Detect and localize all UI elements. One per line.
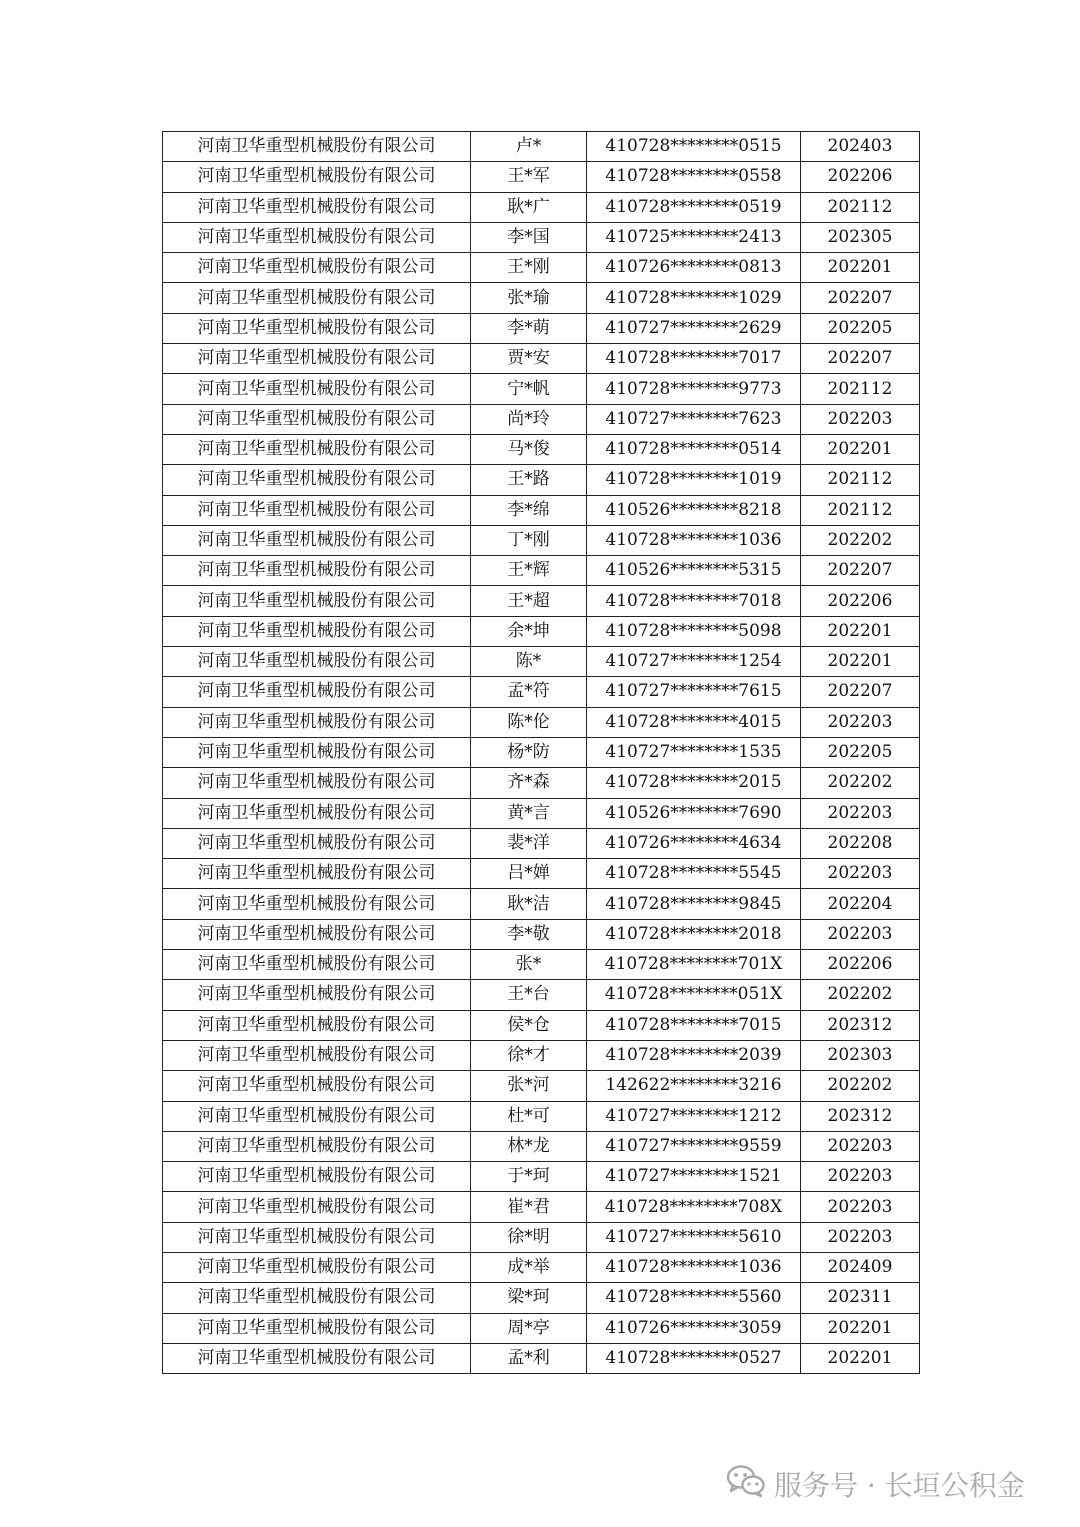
name-cell: 杜*可 [471,1101,587,1131]
id-number-cell: 410728********0558 [587,162,801,192]
table-row [163,1131,920,1161]
company-cell: 河南卫华重型机械股份有限公司 [163,162,471,192]
table-row [163,1010,920,1040]
table-row [163,1192,920,1222]
name-cell: 林*龙 [471,1131,587,1161]
table-row [163,950,920,980]
company-cell: 河南卫华重型机械股份有限公司 [163,222,471,252]
table-row [163,344,920,374]
month-cell: 202206 [801,162,920,192]
company-cell: 河南卫华重型机械股份有限公司 [163,1313,471,1343]
company-cell: 河南卫华重型机械股份有限公司 [163,344,471,374]
company-cell: 河南卫华重型机械股份有限公司 [163,132,471,162]
id-number-cell: 410728********1029 [587,283,801,313]
month-cell: 202203 [801,707,920,737]
company-cell: 河南卫华重型机械股份有限公司 [163,525,471,555]
name-cell: 李*敬 [471,919,587,949]
company-cell: 河南卫华重型机械股份有限公司 [163,1040,471,1070]
month-cell: 202204 [801,889,920,919]
month-cell: 202203 [801,1192,920,1222]
table-row [163,616,920,646]
company-cell: 河南卫华重型机械股份有限公司 [163,950,471,980]
company-cell: 河南卫华重型机械股份有限公司 [163,586,471,616]
table-row [163,253,920,283]
company-cell: 河南卫华重型机械股份有限公司 [163,374,471,404]
id-number-cell: 410727********1521 [587,1162,801,1192]
name-cell: 徐*才 [471,1040,587,1070]
id-number-cell: 410728********2018 [587,919,801,949]
month-cell: 202203 [801,1222,920,1252]
id-number-cell: 410725********2413 [587,222,801,252]
id-number-cell: 410727********1254 [587,647,801,677]
table-row [163,586,920,616]
name-cell: 徐*明 [471,1222,587,1252]
id-number-cell: 410727********7623 [587,404,801,434]
name-cell: 马*俊 [471,434,587,464]
name-cell: 王*路 [471,465,587,495]
company-cell: 河南卫华重型机械股份有限公司 [163,889,471,919]
table-row [163,192,920,222]
company-cell: 河南卫华重型机械股份有限公司 [163,1283,471,1313]
id-number-cell: 410526********8218 [587,495,801,525]
month-cell: 202203 [801,859,920,889]
id-number-cell: 410728********1036 [587,1252,801,1282]
table-row [163,1222,920,1252]
name-cell: 余*坤 [471,616,587,646]
company-cell: 河南卫华重型机械股份有限公司 [163,1010,471,1040]
table-row [163,434,920,464]
company-cell: 河南卫华重型机械股份有限公司 [163,737,471,767]
table-row [163,162,920,192]
name-cell: 梁*珂 [471,1283,587,1313]
id-number-cell: 410728********1036 [587,525,801,555]
id-number-cell: 142622********3216 [587,1071,801,1101]
id-number-cell: 410727********5610 [587,1222,801,1252]
company-cell: 河南卫华重型机械股份有限公司 [163,677,471,707]
id-number-cell: 410728********7017 [587,344,801,374]
month-cell: 202201 [801,1313,920,1343]
name-cell: 尚*玲 [471,404,587,434]
name-cell: 孟*利 [471,1343,587,1373]
month-cell: 202202 [801,768,920,798]
name-cell: 宁*帆 [471,374,587,404]
company-cell: 河南卫华重型机械股份有限公司 [163,404,471,434]
table-row [163,1283,920,1313]
wechat-icon [726,1464,766,1505]
table-row [163,889,920,919]
name-cell: 孟*符 [471,677,587,707]
company-cell: 河南卫华重型机械股份有限公司 [163,1222,471,1252]
name-cell: 丁*刚 [471,525,587,555]
id-number-cell: 410526********5315 [587,556,801,586]
id-number-cell: 410728********9845 [587,889,801,919]
name-cell: 周*亭 [471,1313,587,1343]
company-cell: 河南卫华重型机械股份有限公司 [163,1071,471,1101]
table-row [163,980,920,1010]
name-cell: 王*刚 [471,253,587,283]
name-cell: 崔*君 [471,1192,587,1222]
month-cell: 202208 [801,828,920,858]
month-cell: 202112 [801,374,920,404]
table-row [163,798,920,828]
month-cell: 202112 [801,192,920,222]
month-cell: 202201 [801,647,920,677]
name-cell: 于*珂 [471,1162,587,1192]
company-cell: 河南卫华重型机械股份有限公司 [163,616,471,646]
table-row [163,1343,920,1373]
name-cell: 耿*洁 [471,889,587,919]
name-cell: 王*超 [471,586,587,616]
month-cell: 202207 [801,344,920,374]
table-row [163,1040,920,1070]
company-cell: 河南卫华重型机械股份有限公司 [163,283,471,313]
name-cell: 王*军 [471,162,587,192]
month-cell: 202205 [801,313,920,343]
name-cell: 黄*言 [471,798,587,828]
name-cell: 齐*森 [471,768,587,798]
name-cell: 张*河 [471,1071,587,1101]
id-number-cell: 410728********1019 [587,465,801,495]
company-cell: 河南卫华重型机械股份有限公司 [163,253,471,283]
month-cell: 202205 [801,737,920,767]
month-cell: 202409 [801,1252,920,1282]
month-cell: 202201 [801,434,920,464]
company-cell: 河南卫华重型机械股份有限公司 [163,768,471,798]
table-row [163,707,920,737]
id-number-cell: 410727********9559 [587,1131,801,1161]
month-cell: 202312 [801,1010,920,1040]
month-cell: 202112 [801,465,920,495]
company-cell: 河南卫华重型机械股份有限公司 [163,859,471,889]
company-cell: 河南卫华重型机械股份有限公司 [163,980,471,1010]
month-cell: 202206 [801,586,920,616]
month-cell: 202201 [801,1343,920,1373]
company-cell: 河南卫华重型机械股份有限公司 [163,1252,471,1282]
company-cell: 河南卫华重型机械股份有限公司 [163,798,471,828]
watermark [726,1462,1025,1506]
table-row [163,828,920,858]
name-cell: 侯*仓 [471,1010,587,1040]
name-cell: 王*台 [471,980,587,1010]
id-number-cell: 410728********0515 [587,132,801,162]
id-number-cell: 410728********9773 [587,374,801,404]
name-cell: 吕*婵 [471,859,587,889]
name-cell: 卢* [471,132,587,162]
month-cell: 202201 [801,253,920,283]
month-cell: 202202 [801,980,920,1010]
name-cell: 张* [471,950,587,980]
table-row [163,1252,920,1282]
id-number-cell: 410728********0527 [587,1343,801,1373]
id-number-cell: 410728********701X [587,950,801,980]
table-row [163,1313,920,1343]
name-cell: 李*国 [471,222,587,252]
month-cell: 202207 [801,283,920,313]
table-row [163,1071,920,1101]
table-body [163,132,920,1374]
watermark-text: 服务号 · 长垣公积金 [774,1469,1025,1502]
month-cell: 202201 [801,616,920,646]
company-cell: 河南卫华重型机械股份有限公司 [163,1343,471,1373]
id-number-cell: 410728********051X [587,980,801,1010]
table-row [163,1101,920,1131]
company-cell: 河南卫华重型机械股份有限公司 [163,707,471,737]
id-number-cell: 410728********7018 [587,586,801,616]
company-cell: 河南卫华重型机械股份有限公司 [163,556,471,586]
table-row [163,919,920,949]
id-number-cell: 410727********2629 [587,313,801,343]
id-number-cell: 410728********708X [587,1192,801,1222]
id-number-cell: 410726********4634 [587,828,801,858]
month-cell: 202403 [801,132,920,162]
name-cell: 贾*安 [471,344,587,374]
id-number-cell: 410526********7690 [587,798,801,828]
month-cell: 202202 [801,1071,920,1101]
id-number-cell: 410728********2039 [587,1040,801,1070]
id-number-cell: 410727********1535 [587,737,801,767]
month-cell: 202311 [801,1283,920,1313]
id-number-cell: 410728********0514 [587,434,801,464]
id-number-cell: 410726********3059 [587,1313,801,1343]
month-cell: 202203 [801,404,920,434]
name-cell: 成*举 [471,1252,587,1282]
name-cell: 陈*伦 [471,707,587,737]
table-row [163,859,920,889]
id-number-cell: 410728********4015 [587,707,801,737]
id-number-cell: 410728********7015 [587,1010,801,1040]
table-row [163,1162,920,1192]
company-cell: 河南卫华重型机械股份有限公司 [163,495,471,525]
name-cell: 耿*广 [471,192,587,222]
name-cell: 王*辉 [471,556,587,586]
id-number-cell: 410726********0813 [587,253,801,283]
company-cell: 河南卫华重型机械股份有限公司 [163,1101,471,1131]
id-number-cell: 410727********1212 [587,1101,801,1131]
company-cell: 河南卫华重型机械股份有限公司 [163,434,471,464]
table-row [163,404,920,434]
company-cell: 河南卫华重型机械股份有限公司 [163,192,471,222]
month-cell: 202207 [801,556,920,586]
month-cell: 202303 [801,1040,920,1070]
table-row [163,647,920,677]
id-number-cell: 410728********5560 [587,1283,801,1313]
month-cell: 202305 [801,222,920,252]
table-row [163,222,920,252]
company-cell: 河南卫华重型机械股份有限公司 [163,828,471,858]
month-cell: 202206 [801,950,920,980]
company-cell: 河南卫华重型机械股份有限公司 [163,647,471,677]
id-number-cell: 410728********0519 [587,192,801,222]
table-row [163,495,920,525]
company-cell: 河南卫华重型机械股份有限公司 [163,465,471,495]
name-cell: 李*绵 [471,495,587,525]
id-number-cell: 410728********5098 [587,616,801,646]
id-number-cell: 410728********5545 [587,859,801,889]
table-row [163,374,920,404]
table-row [163,283,920,313]
company-cell: 河南卫华重型机械股份有限公司 [163,919,471,949]
name-cell: 杨*防 [471,737,587,767]
name-cell: 陈* [471,647,587,677]
company-cell: 河南卫华重型机械股份有限公司 [163,1192,471,1222]
month-cell: 202203 [801,798,920,828]
month-cell: 202202 [801,525,920,555]
company-cell: 河南卫华重型机械股份有限公司 [163,1162,471,1192]
table-row [163,313,920,343]
month-cell: 202203 [801,919,920,949]
name-cell: 裴*洋 [471,828,587,858]
table-row [163,768,920,798]
month-cell: 202203 [801,1131,920,1161]
table-row [163,465,920,495]
record-table [162,131,920,1374]
name-cell: 张*瑜 [471,283,587,313]
company-cell: 河南卫华重型机械股份有限公司 [163,1131,471,1161]
company-cell: 河南卫华重型机械股份有限公司 [163,313,471,343]
month-cell: 202112 [801,495,920,525]
table-row [163,677,920,707]
id-number-cell: 410727********7615 [587,677,801,707]
table-row [163,132,920,162]
month-cell: 202203 [801,1162,920,1192]
id-number-cell: 410728********2015 [587,768,801,798]
month-cell: 202312 [801,1101,920,1131]
month-cell: 202207 [801,677,920,707]
table-row [163,556,920,586]
name-cell: 李*萌 [471,313,587,343]
table-row [163,737,920,767]
table-row [163,525,920,555]
